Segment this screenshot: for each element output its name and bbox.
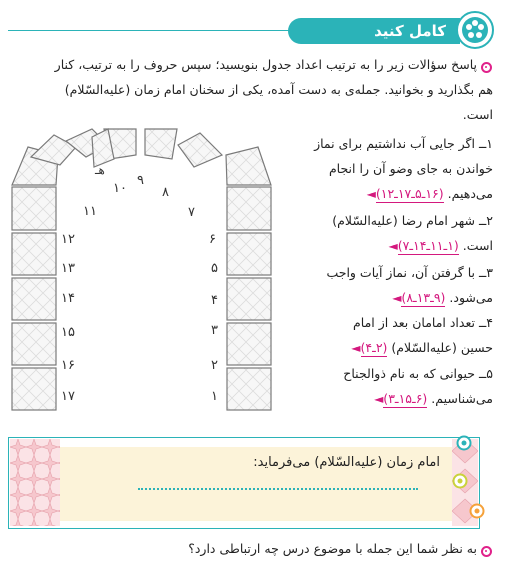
question-2-answer: (۱ـ۱۱ـ۱۴ـ۷)	[397, 238, 459, 253]
arch-number-12: ۱۲	[61, 232, 75, 247]
arch-number-14: ۱۴	[61, 291, 75, 306]
arch-number-8: ۸	[162, 185, 169, 200]
arch-puzzle	[8, 125, 276, 417]
question-2-tail: است.	[462, 238, 493, 253]
flower-badge-icon	[455, 10, 495, 50]
question-3-tail: می‌شود.	[449, 290, 493, 305]
question-2-line-2	[388, 238, 493, 253]
question-3-answer: (۹ـ۱۳ـ۸)	[401, 290, 446, 305]
arch-number-17: ۱۷	[61, 389, 75, 404]
question-5-tail: می‌شناسیم.	[431, 391, 493, 406]
question-1-line-1: ۱ــ اگر جایی آب نداشتیم برای نماز	[314, 136, 493, 151]
arch-number-15: ۱۵	[61, 325, 75, 340]
arch-tile-6	[226, 147, 271, 185]
arch-tile-8	[145, 129, 177, 159]
arch-number-4: ۴	[211, 293, 218, 308]
arrow-icon: ◄	[388, 239, 398, 253]
arrow-icon: ◄	[366, 187, 376, 201]
answer-dotted-line[interactable]	[138, 488, 418, 490]
question-2-line-1: ۲ــ شهر امام رضا (علیه‌السّلام)	[332, 213, 493, 228]
footer-question: به نظر شما این جمله با موضوع درس چه ارتباطی دارد؟	[188, 541, 477, 556]
arrow-icon: ◄	[351, 341, 361, 355]
intro-line-1: پاسخ سؤالات زیر را به ترتیب اعداد جدول بنویسید؛ سپس حروف را به ترتیب، کنار	[54, 57, 477, 72]
arch-number-7: ۷	[188, 205, 195, 220]
question-4-line-1: ۴ــ تعداد امامان بعد از امام	[353, 315, 493, 330]
arch-letter: هـ	[95, 163, 105, 177]
bullet-icon	[481, 546, 492, 557]
arch-number-1: ۱	[211, 389, 218, 404]
teal-dot-icon	[456, 435, 472, 451]
arch-tile-5	[227, 187, 271, 230]
decorative-pattern-left	[10, 439, 60, 526]
arch-number-2: ۲	[211, 358, 218, 373]
arch-tile-2	[227, 323, 271, 365]
arch-number-5: ۵	[211, 261, 218, 276]
question-1-line-2: خواندن به جای وضو آن را انجام	[328, 161, 493, 176]
arch-number-6: ۶	[209, 232, 216, 247]
arch-tile-17	[12, 368, 56, 410]
arrow-icon: ◄	[374, 392, 384, 406]
question-3-line-2	[392, 290, 493, 305]
question-4-tail: حسین (علیه‌السّلام)	[391, 340, 493, 355]
question-4-line-2	[351, 340, 493, 355]
arch-number-3: ۳	[211, 323, 218, 338]
question-3-line-1: ۳ــ با گرفتن آن، نماز آیات واجب	[326, 265, 493, 280]
orange-dot-icon	[469, 503, 485, 519]
question-1-line-3	[367, 186, 493, 201]
quote-intro-text: امام زمان (علیه‌السّلام) می‌فرماید:	[253, 455, 440, 470]
arrow-icon: ◄	[392, 291, 402, 305]
bullet-icon	[481, 62, 492, 73]
arch-tile-4	[227, 233, 271, 275]
arch-number-13: ۱۳	[61, 261, 75, 276]
arch-tile-3	[227, 278, 271, 320]
section-title: کامل کنید	[374, 22, 446, 40]
arch-tile-16	[12, 323, 56, 365]
question-1-answer: (۱۶ـ۵ـ۱۷ـ۱۲)	[375, 186, 444, 201]
intro-line-2: هم بگذارید و بخوانید. جمله‌ی به دست آمده، یکی از سخنان امام زمان (علیه‌السّلام)	[64, 82, 493, 97]
arch-tile-7	[178, 133, 222, 167]
question-1-tail: می‌دهیم.	[447, 186, 493, 201]
arch-number-11: ۱۱	[83, 204, 97, 219]
arch-tile-14	[12, 233, 56, 275]
intro-line-3: است.	[462, 107, 493, 122]
arch-tile-13	[12, 187, 56, 230]
arch-tile-15	[12, 278, 56, 320]
arch-number-16: ۱۶	[61, 358, 75, 373]
arch-tile-1	[227, 368, 271, 410]
arch-number-10: ۱۰	[113, 181, 127, 196]
yellow-dot-icon	[452, 473, 468, 489]
question-5-line-2	[374, 391, 493, 406]
question-4-answer: (۲ـ۴)	[360, 340, 388, 355]
question-5-answer: (۶ـ۱۵ـ۳)	[383, 391, 428, 406]
arch-number-9: ۹	[137, 173, 144, 188]
question-5-line-1: ۵ــ حیوانی که به نام ذوالجناح	[343, 366, 493, 381]
